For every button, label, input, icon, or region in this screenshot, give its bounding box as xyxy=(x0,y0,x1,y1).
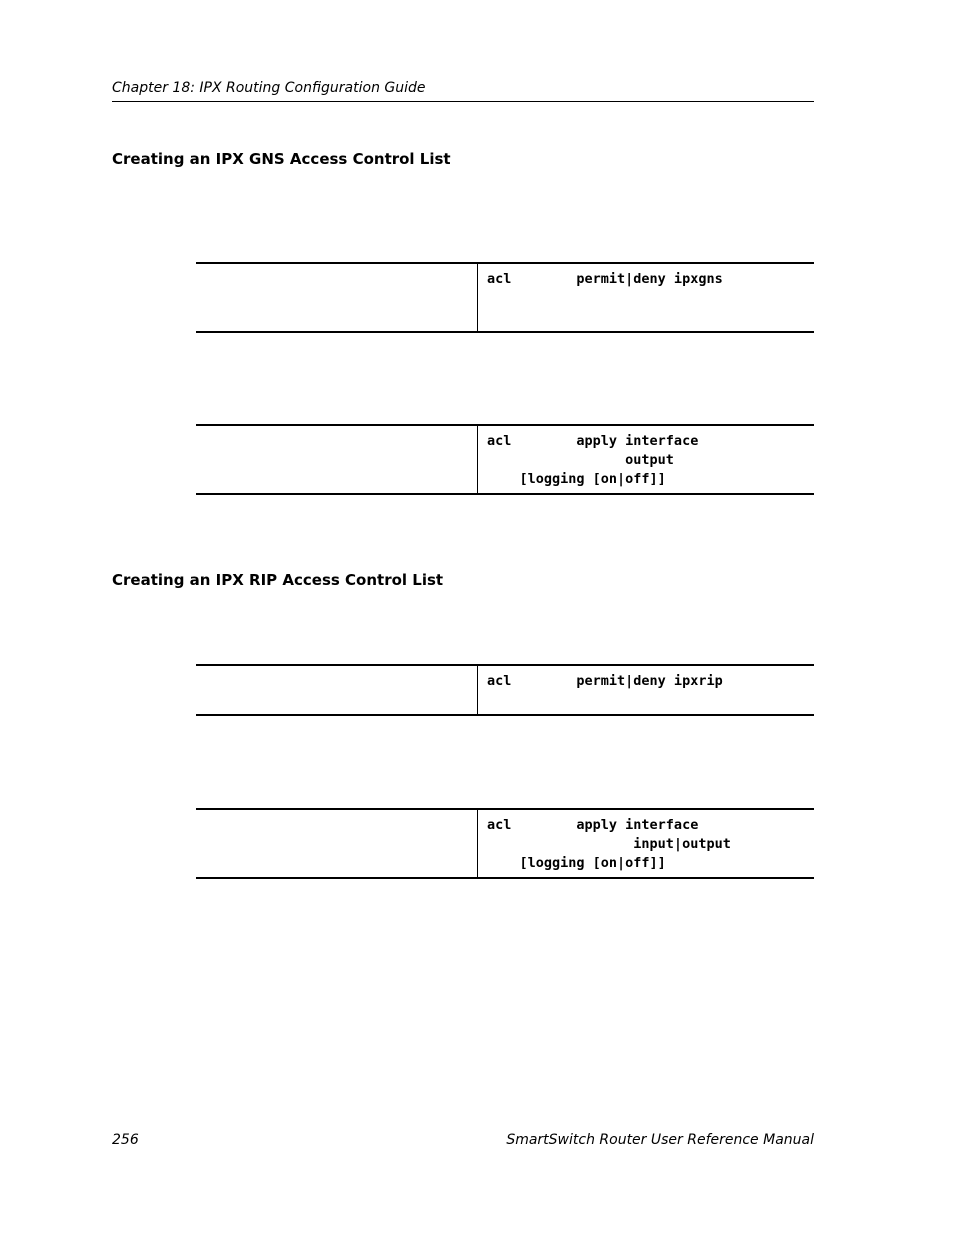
command-line: output xyxy=(487,452,674,468)
command-line: input|output xyxy=(487,836,731,852)
page-number: 256 xyxy=(112,1132,139,1148)
section-heading-gns: Creating an IPX GNS Access Control List xyxy=(112,150,451,168)
command-table-description-cell xyxy=(196,426,478,493)
command-line: acl apply interface xyxy=(487,817,699,833)
command-line: acl permit|deny ipxgns xyxy=(487,271,723,287)
command-table-gns-define xyxy=(196,262,814,333)
command-line: [logging [on|off]] xyxy=(487,855,666,871)
section-heading-rip: Creating an IPX RIP Access Control List xyxy=(112,571,444,589)
manual-title: SmartSwitch Router User Reference Manual xyxy=(506,1132,814,1148)
command-line: acl apply interface xyxy=(487,433,699,449)
command-table-gns-apply xyxy=(196,424,814,495)
command-table-rip-apply xyxy=(196,808,814,879)
command-table-syntax-cell xyxy=(478,810,814,877)
command-line: [logging [on|off]] xyxy=(487,471,666,487)
command-table-description-cell xyxy=(196,810,478,877)
command-table-description-cell xyxy=(196,666,478,714)
command-table-syntax-cell xyxy=(478,426,814,493)
command-table-description-cell xyxy=(196,264,478,331)
command-table-rip-define xyxy=(196,664,814,716)
running-header xyxy=(112,79,814,102)
command-line: acl permit|deny ipxrip xyxy=(487,673,723,689)
command-table-syntax-cell xyxy=(478,264,814,331)
command-table-syntax-cell xyxy=(478,666,814,714)
chapter-title: Chapter 18: IPX Routing Configuration Guide xyxy=(112,80,426,96)
